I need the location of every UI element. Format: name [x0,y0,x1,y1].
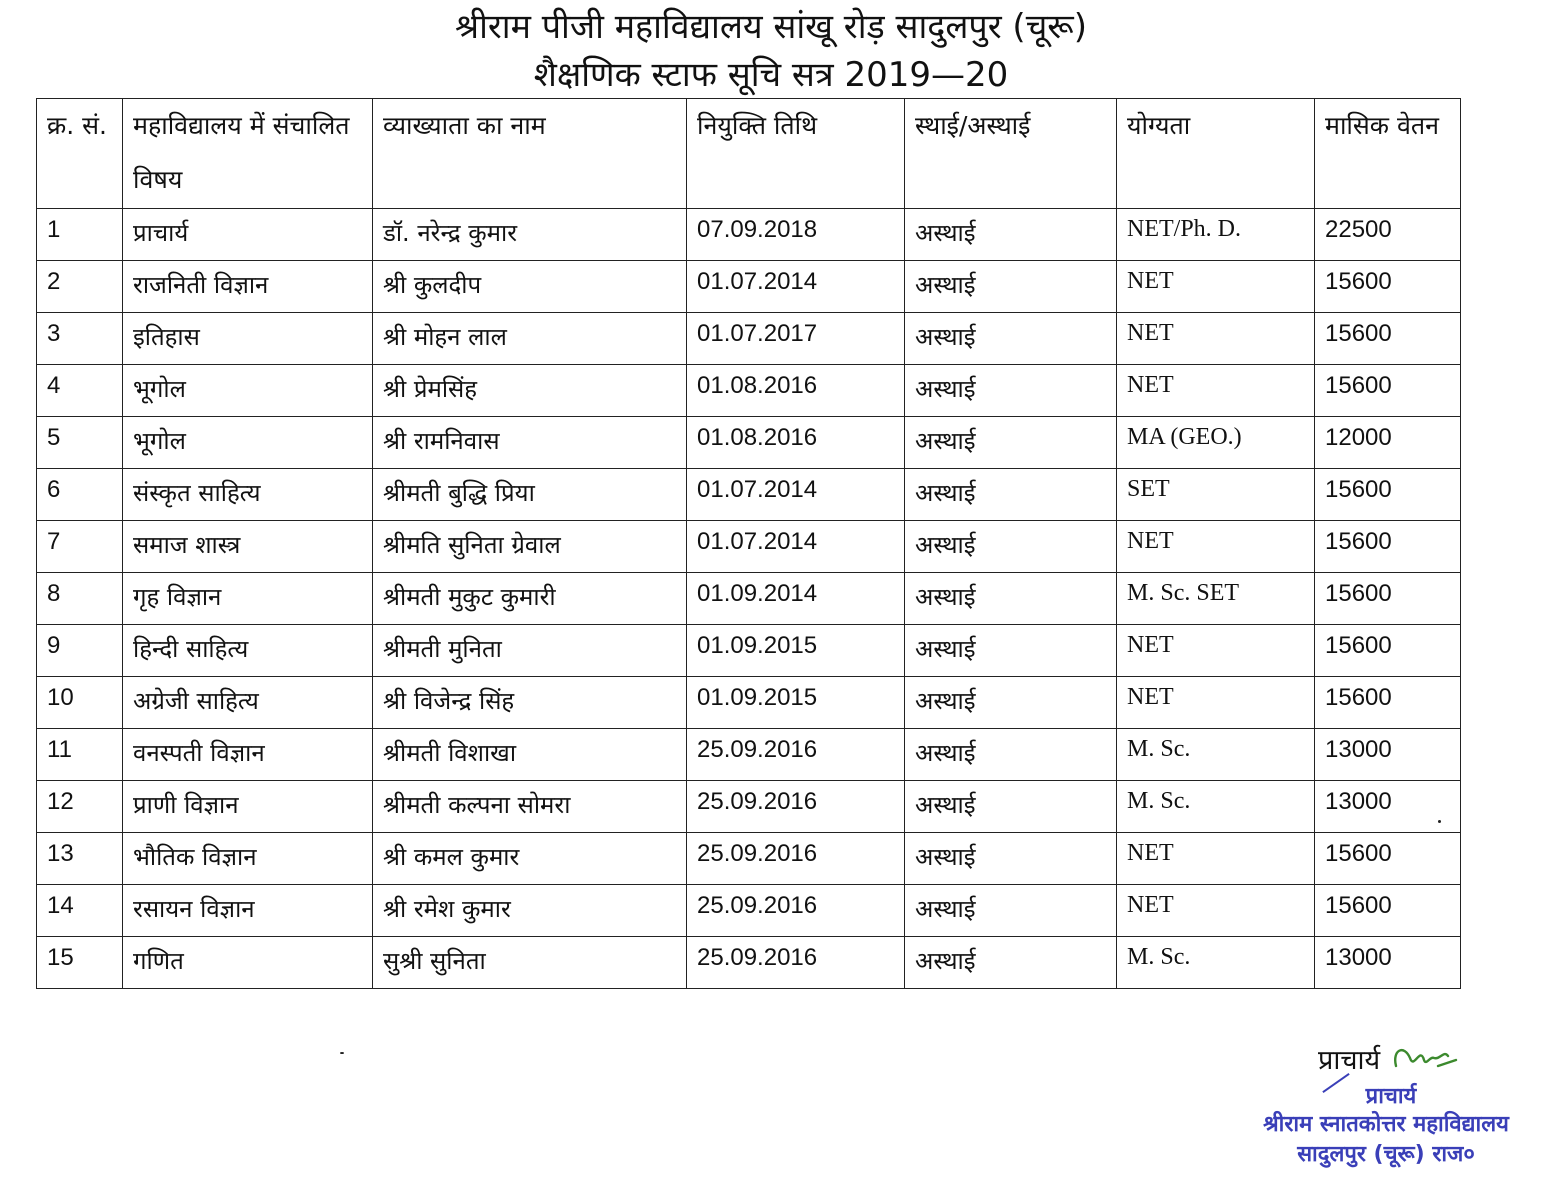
column-header-lecturer-name: व्याख्याता का नाम [373,99,687,209]
cell-status: अस्थाई [905,573,1117,625]
cell-subject: प्राचार्य [123,209,373,261]
cell-subject: गृह विज्ञान [123,573,373,625]
cell-status: अस्थाई [905,469,1117,521]
cell-subject: संस्कृत साहित्य [123,469,373,521]
cell-subject: भूगोल [123,365,373,417]
table-header-row [37,99,1461,209]
cell-subject: हिन्दी साहित्य [123,625,373,677]
column-header-subject: महाविद्यालय में संचालित विषय [123,99,373,209]
column-header-qualification: योग्यता [1117,99,1315,209]
column-header-appointment-date: नियुक्ति तिथि [687,99,905,209]
cell-appointment-date: 01.08.2016 [687,417,905,469]
scan-speck [1438,820,1441,823]
cell-lecturer-name: श्री विजेन्द्र सिंह [373,677,687,729]
cell-appointment-date: 25.09.2016 [687,781,905,833]
table-row [37,261,1461,313]
cell-qualification: NET [1117,885,1315,937]
cell-lecturer-name: श्री कुलदीप [373,261,687,313]
cell-qualification: M. Sc. [1117,729,1315,781]
cell-status: अस्थाई [905,313,1117,365]
cell-subject: राजनिती विज्ञान [123,261,373,313]
table-row [37,625,1461,677]
table-row [37,469,1461,521]
cell-subject: रसायन विज्ञान [123,885,373,937]
cell-qualification: M. Sc. [1117,781,1315,833]
cell-qualification: NET [1117,521,1315,573]
table-row [37,781,1461,833]
principal-label: प्राचार्य [1318,1045,1381,1076]
table-row [37,313,1461,365]
cell-serial: 13 [37,833,123,885]
cell-lecturer-name: श्री प्रेमसिंह [373,365,687,417]
cell-subject: इतिहास [123,313,373,365]
stamp-location: सादुलपुर (चूरू) राज० [1297,1142,1475,1167]
cell-qualification: NET [1117,365,1315,417]
cell-serial: 7 [37,521,123,573]
cell-subject: गणित [123,937,373,989]
cell-salary: 15600 [1315,521,1461,573]
cell-serial: 10 [37,677,123,729]
cell-salary: 15600 [1315,469,1461,521]
cell-appointment-date: 01.08.2016 [687,365,905,417]
document-subtitle: शैक्षणिक स्टाफ सूचि सत्र 2019—20 [533,55,1009,95]
cell-qualification: NET [1117,313,1315,365]
cell-serial: 6 [37,469,123,521]
table-body [37,209,1461,989]
cell-qualification: NET [1117,833,1315,885]
table-row [37,573,1461,625]
cell-qualification: SET [1117,469,1315,521]
table-row [37,677,1461,729]
cell-status: अस्थाई [905,261,1117,313]
cell-serial: 4 [37,365,123,417]
cell-appointment-date: 01.07.2017 [687,313,905,365]
table-row [37,729,1461,781]
cell-lecturer-name: श्रीमती मुनिता [373,625,687,677]
cell-lecturer-name: श्री मोहन लाल [373,313,687,365]
cell-lecturer-name: श्रीमती मुकुट कुमारी [373,573,687,625]
table-row [37,417,1461,469]
cell-salary: 15600 [1315,313,1461,365]
cell-appointment-date: 01.07.2014 [687,521,905,573]
table-row [37,521,1461,573]
cell-subject: भौतिक विज्ञान [123,833,373,885]
cell-appointment-date: 07.09.2018 [687,209,905,261]
cell-qualification: MA (GEO.) [1117,417,1315,469]
stamp-title: प्राचार्य [1365,1084,1417,1109]
cell-salary: 15600 [1315,885,1461,937]
table-row [37,365,1461,417]
cell-status: अस्थाई [905,729,1117,781]
cell-serial: 5 [37,417,123,469]
cell-lecturer-name: श्री कमल कुमार [373,833,687,885]
cell-lecturer-name: श्रीमति सुनिता ग्रेवाल [373,521,687,573]
cell-salary: 15600 [1315,833,1461,885]
stamp-college-name: श्रीराम स्नातकोत्तर महाविद्यालय [1263,1112,1509,1137]
cell-lecturer-name: श्रीमती कल्पना सोमरा [373,781,687,833]
cell-status: अस्थाई [905,937,1117,989]
cell-qualification: M. Sc. [1117,937,1315,989]
cell-salary: 15600 [1315,573,1461,625]
cell-subject: समाज शास्त्र [123,521,373,573]
cell-serial: 15 [37,937,123,989]
cell-serial: 8 [37,573,123,625]
cell-lecturer-name: श्री रमेश कुमार [373,885,687,937]
cell-qualification: NET/Ph. D. [1117,209,1315,261]
cell-appointment-date: 01.07.2014 [687,261,905,313]
table-row [37,209,1461,261]
cell-salary: 13000 [1315,937,1461,989]
cell-subject: वनस्पती विज्ञान [123,729,373,781]
cell-serial: 14 [37,885,123,937]
cell-appointment-date: 01.07.2014 [687,469,905,521]
cell-appointment-date: 25.09.2016 [687,885,905,937]
scan-speck [340,1052,344,1054]
cell-status: अस्थाई [905,417,1117,469]
cell-salary: 15600 [1315,261,1461,313]
cell-serial: 2 [37,261,123,313]
signature-mark [1390,1036,1460,1080]
table-row [37,937,1461,989]
column-header-status: स्थाई/अस्थाई [905,99,1117,209]
cell-qualification: NET [1117,625,1315,677]
cell-appointment-date: 25.09.2016 [687,729,905,781]
cell-salary: 15600 [1315,677,1461,729]
cell-salary: 12000 [1315,417,1461,469]
cell-serial: 9 [37,625,123,677]
cell-appointment-date: 25.09.2016 [687,937,905,989]
cell-salary: 22500 [1315,209,1461,261]
cell-salary: 15600 [1315,365,1461,417]
cell-qualification: NET [1117,261,1315,313]
principal-stamp [1236,1080,1536,1170]
cell-status: अस्थाई [905,677,1117,729]
cell-lecturer-name: श्री रामनिवास [373,417,687,469]
cell-serial: 12 [37,781,123,833]
staff-table [36,98,1461,989]
cell-appointment-date: 25.09.2016 [687,833,905,885]
cell-appointment-date: 01.09.2015 [687,677,905,729]
cell-qualification: NET [1117,677,1315,729]
cell-lecturer-name: श्रीमती बुद्धि प्रिया [373,469,687,521]
cell-serial: 11 [37,729,123,781]
cell-status: अस्थाई [905,833,1117,885]
cell-salary: 13000 [1315,781,1461,833]
cell-appointment-date: 01.09.2014 [687,573,905,625]
cell-subject: प्राणी विज्ञान [123,781,373,833]
table-row [37,885,1461,937]
cell-appointment-date: 01.09.2015 [687,625,905,677]
cell-lecturer-name: डॉ. नरेन्द्र कुमार [373,209,687,261]
cell-salary: 13000 [1315,729,1461,781]
table-row [37,833,1461,885]
column-header-monthly-salary: मासिक वेतन [1315,99,1461,209]
cell-lecturer-name: सुश्री सुनिता [373,937,687,989]
cell-subject: भूगोल [123,417,373,469]
cell-status: अस्थाई [905,781,1117,833]
cell-lecturer-name: श्रीमती विशाखा [373,729,687,781]
document-title: श्रीराम पीजी महाविद्यालय सांखू रोड़ सादुलपुर (चूरू) [455,7,1087,47]
cell-status: अस्थाई [905,885,1117,937]
cell-serial: 3 [37,313,123,365]
cell-serial: 1 [37,209,123,261]
cell-qualification: M. Sc. SET [1117,573,1315,625]
cell-status: अस्थाई [905,625,1117,677]
cell-status: अस्थाई [905,521,1117,573]
cell-subject: अग्रेजी साहित्य [123,677,373,729]
cell-salary: 15600 [1315,625,1461,677]
cell-status: अस्थाई [905,209,1117,261]
cell-status: अस्थाई [905,365,1117,417]
column-header-serial: क्र. सं. [37,99,123,209]
